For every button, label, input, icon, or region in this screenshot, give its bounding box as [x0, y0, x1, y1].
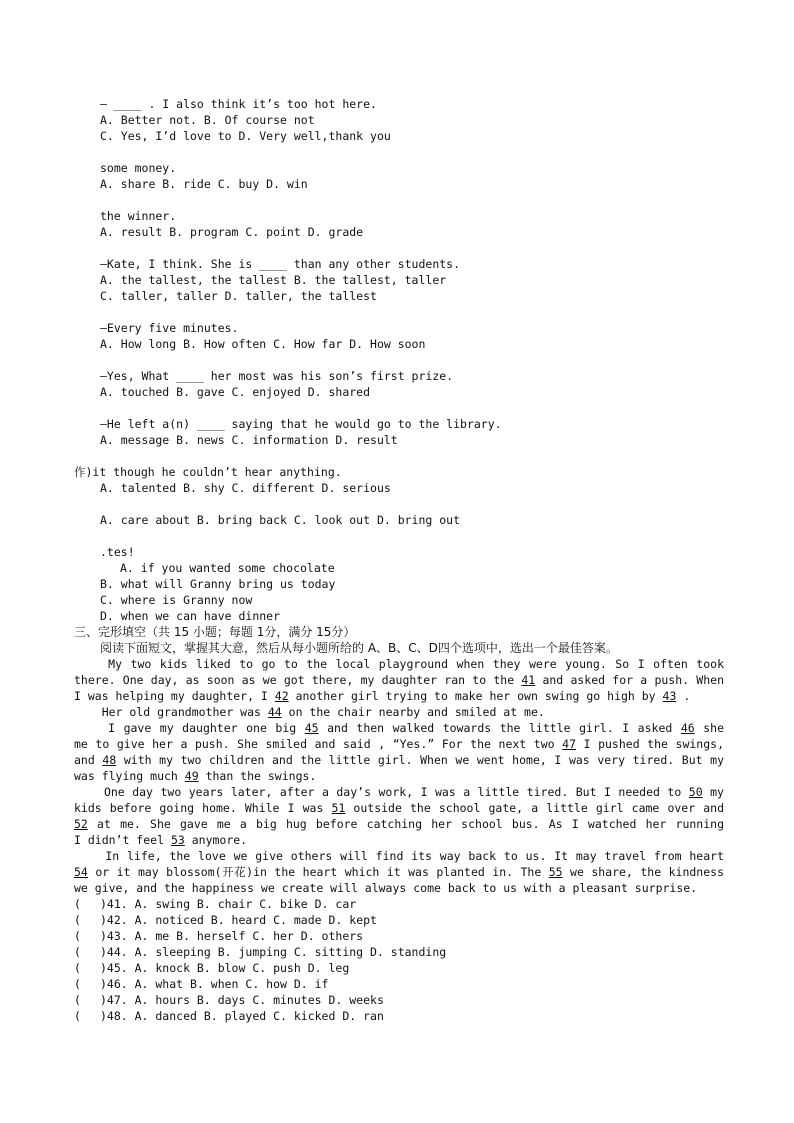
q33-stem-cont: the winner.: [100, 209, 177, 223]
q36-stem: [74, 352, 724, 368]
passage-line: [74, 832, 724, 848]
passage-text: than the swings.: [198, 769, 317, 783]
passage-line: [74, 784, 724, 800]
q35-options: A. How long B. How often C. How far D. How soon: [100, 337, 426, 351]
passage-text: me to give her a push. She smiled and said , “Yes.” For the next two: [74, 737, 563, 751]
q34-options-ab: A. the tallest, the tallest B. the tallest, taller: [100, 273, 447, 287]
cloze-question: [74, 960, 724, 976]
q38-options: A. talented B. shy C. different D. serious: [100, 481, 391, 495]
passage-line: [74, 672, 724, 688]
q40-option-c: C. where is Granny now: [100, 593, 253, 607]
blank-number: 53: [170, 833, 185, 847]
cloze-question: [74, 896, 724, 912]
passage-line: [74, 848, 724, 864]
passage-line: [74, 688, 724, 704]
q31-options-ab: A. Better not. B. Of course not: [100, 113, 315, 127]
q40-option-a: A. if you wanted some chocolate: [120, 561, 335, 575]
answer-paren: (: [74, 945, 81, 959]
passage-text: was flying much: [74, 769, 185, 783]
q32-options: A. share B. ride C. buy D. win: [100, 177, 308, 191]
passage-line: [74, 800, 724, 816]
cloze-question-text: )48. A. danced B. played C. kicked D. ran: [100, 1009, 384, 1023]
blank-number: 50: [688, 785, 703, 799]
blank-number: 44: [267, 705, 282, 719]
passage-text: my: [702, 785, 724, 799]
answer-paren: (: [74, 913, 81, 927]
passage-line: [74, 704, 724, 720]
passage-text: with my two children and the little girl. When we went home, I was very tired. But my: [123, 753, 724, 767]
blank-number: 41: [521, 673, 536, 687]
passage-text: we give, and the happiness we create will always come back to us with a pleasant surprise.: [74, 881, 698, 895]
passage-text: and then walked towards the little girl. I asked: [318, 721, 681, 735]
passage-text: I gave my daughter one big: [74, 721, 305, 735]
section-3-instructions: 阅读下面短文，掌握其大意，然后从每小题所给的 A、B、C、D四个选项中，选出一个最佳答案。: [100, 641, 618, 655]
section-3-title: 三、完形填空（共 15 小题；每题 1分，满分 15分）: [74, 625, 356, 639]
blank-number: 49: [184, 769, 199, 783]
blank-number: 42: [274, 689, 289, 703]
q37-reply: —He left a(n) ____ saying that he would go to the library.: [100, 417, 502, 431]
q32-stem-cont: some money.: [100, 161, 177, 175]
passage-text: and asked for a push. When: [535, 673, 724, 687]
passage-text: and: [74, 753, 103, 767]
passage-text: we share, the kindness: [562, 865, 724, 879]
answer-paren: (: [74, 993, 81, 1007]
blank-number: 47: [562, 737, 576, 751]
cloze-question-text: )45. A. knock B. blow C. push D. leg: [100, 961, 350, 975]
blank-number: 46: [680, 721, 695, 735]
q40-stem: [74, 528, 724, 544]
blank-number: 55: [548, 865, 563, 879]
answer-paren: (: [74, 977, 81, 991]
cloze-question: [74, 992, 724, 1008]
passage-line: [74, 864, 724, 880]
q31-line: — ____ . I also think it’s too hot here.: [100, 97, 377, 111]
answer-paren: (: [74, 1009, 81, 1023]
passage-text: at me. She gave me a big hug before catching her school bus. As I watched her running: [97, 817, 724, 831]
q39-options: A. care about B. bring back C. look out D. bring out: [100, 513, 461, 527]
passage-text: My two kids liked to go to the local playground when they were young. So I often took: [108, 657, 724, 671]
passage-line: [74, 880, 724, 896]
cloze-question-text: )47. A. hours B. days C. minutes D. weeks: [100, 993, 384, 1007]
passage-line: [74, 768, 724, 784]
passage-text: I was helping my daughter, I: [74, 689, 275, 703]
answer-paren: (: [74, 961, 81, 975]
q36-options: A. touched B. gave C. enjoyed D. shared: [100, 385, 371, 399]
q32-stem: [74, 144, 724, 160]
passage-line: [74, 720, 724, 736]
cloze-question-text: )41. A. swing B. chair C. bike D. car: [100, 897, 357, 911]
blank-number: 45: [304, 721, 319, 735]
q35-stem: [74, 304, 724, 320]
passage-text: there. One day, as soon as we got there, my daughter ran to the: [74, 673, 522, 687]
q38-stem-cont: 作)it though he couldn’t hear anything.: [74, 465, 342, 479]
cloze-question-text: )46. A. what B. when C. how D. if: [100, 977, 329, 991]
blank-number: 54: [74, 865, 88, 879]
q33-options: A. result B. program C. point D. grade: [100, 225, 364, 239]
cloze-question: [74, 976, 724, 992]
passage-text: she: [703, 721, 724, 735]
passage-text: on the chair nearby and smiled at me.: [281, 705, 545, 719]
passage-text: anymore.: [184, 833, 248, 847]
q33-stem: [74, 192, 724, 208]
q34-reply: —Kate, I think. She is ____ than any other students.: [100, 257, 461, 271]
passage-text: In life, the love we give others will find its way back to us. It may travel from heart: [105, 849, 724, 863]
q31-options-cd: C. Yes, I’d love to D. Very well,thank you: [100, 129, 391, 143]
answer-paren: (: [74, 929, 81, 943]
passage-line: [74, 736, 724, 752]
cloze-question: [74, 1008, 724, 1024]
blank-number: 51: [331, 801, 346, 815]
passage-text: kids before going home. While I was: [74, 801, 332, 815]
blank-number: 52: [74, 817, 88, 831]
q37-stem: [74, 400, 724, 416]
passage-text: Her old grandmother was: [74, 705, 268, 719]
passage-text: One day two years later, after a day’s work, I was a little tired. But I needed to: [74, 785, 689, 799]
cloze-question-text: )43. A. me B. herself C. her D. others: [100, 929, 364, 943]
passage-text: I pushed the swings,: [576, 737, 724, 751]
cloze-question: [74, 928, 724, 944]
cloze-question: [74, 944, 724, 960]
q34-options-cd: C. taller, taller D. taller, the tallest: [100, 289, 377, 303]
passage-line: [74, 656, 724, 672]
blank-number: 48: [102, 753, 117, 767]
passage-text: .: [676, 689, 691, 703]
passage-text: or it may blossom(开花)in the heart which it was planted in. The: [87, 865, 549, 879]
passage-text: outside the school gate, a little girl came over and: [353, 801, 724, 815]
passage-line: [74, 816, 724, 832]
passage-text: another girl trying to make her own swing go high by: [288, 689, 663, 703]
cloze-question-text: )42. A. noticed B. heard C. made D. kept: [100, 913, 377, 927]
q40-option-b: B. what will Granny bring us today: [100, 577, 336, 591]
passage-text: I didn’t feel: [74, 833, 171, 847]
q40-option-d: D. when we can have dinner: [100, 609, 281, 623]
q36-reply: —Yes, What ____ her most was his son’s first prize.: [100, 369, 454, 383]
q37-options: A. message B. news C. information D. result: [100, 433, 398, 447]
q39-stem: [74, 496, 724, 512]
blank-number: 43: [662, 689, 677, 703]
passage-line: [74, 752, 724, 768]
cloze-question: [74, 912, 724, 928]
cloze-question-text: )44. A. sleeping B. jumping C. sitting D. standing: [100, 945, 447, 959]
q34-stem: [74, 240, 724, 256]
q40-stem-cont: .tes!: [100, 545, 135, 559]
answer-paren: (: [74, 897, 81, 911]
q35-reply: —Every five minutes.: [100, 321, 239, 335]
q38-stem: [74, 448, 724, 464]
